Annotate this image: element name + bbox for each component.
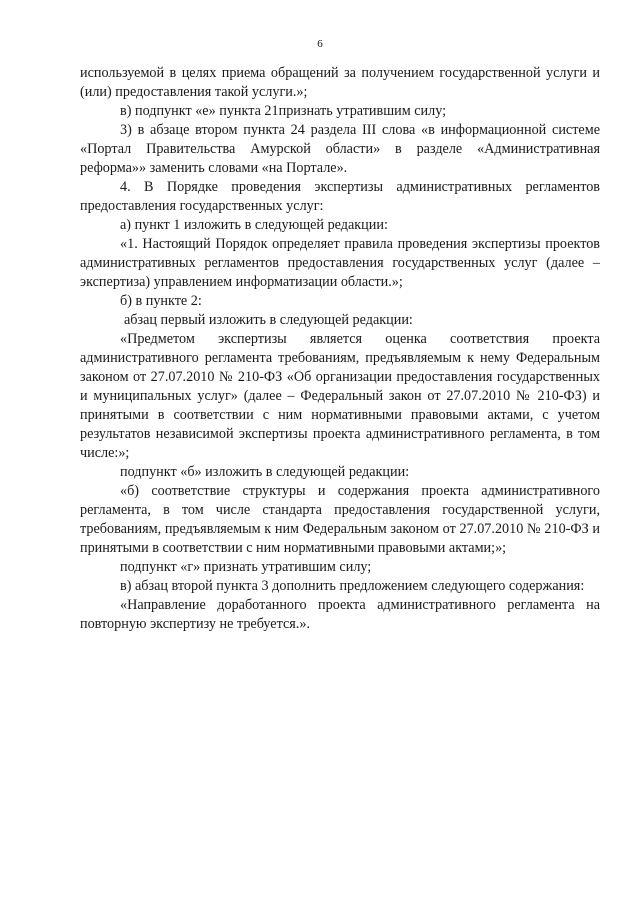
paragraph-subitem-g: подпункт «г» признать утратившим силу; (120, 559, 372, 575)
paragraph-item-3: 3) в абзаце втором пункта 24 раздела III слова «в информационной системе «Портал Правительства Амурской области» в разделе «Административная реформа»» заменить словами «на Портале». (80, 122, 600, 176)
paragraph-quote-final: «Направление доработанного проекта административного регламента на повторную экспертизу не требуется.». (80, 597, 600, 632)
paragraph-item-v: в) подпункт «е» пункта 21признать утратившим силу; (120, 103, 447, 119)
paragraph-item-v2: в) абзац второй пункта 3 дополнить предложением следующего содержания: (120, 578, 585, 594)
paragraph-abzac-first: абзац первый изложить в следующей редакции: (124, 312, 413, 328)
paragraph-item-a: а) пункт 1 изложить в следующей редакции: (120, 217, 388, 233)
paragraph-subitem-b: подпункт «б» изложить в следующей редакции: (120, 464, 410, 480)
page-number: 6 (317, 38, 323, 50)
paragraph-item-b: б) в пункте 2: (120, 293, 202, 309)
document-body (80, 64, 600, 634)
paragraph-quote-b: «б) соответствие структуры и содержания проекта административного регламента, в том числе стандарта предоставления государственной услуги, требованиям, предъявляемым к ним Федеральным законом от 27.07.2010 № 210-ФЗ и принятыми в соответствии с ним нормативными правовыми актами;»; (80, 483, 600, 556)
paragraph-item-4: 4. В Порядке проведения экспертизы административных регламентов предоставления государственных услуг: (80, 179, 600, 214)
paragraph-continuation: используемой в целях приема обращений за получением государственной услуги и (или) предоставления такой услуги.»; (80, 65, 600, 100)
paragraph-quote-1: «1. Настоящий Порядок определяет правила проведения экспертизы проектов административных регламентов предоставления государственных услуг (далее – экспертиза) управлением информатизации области.»; (80, 236, 600, 290)
paragraph-quote-subject: «Предметом экспертизы является оценка соответствия проекта административного регламента требованиям, предъявляемым к нему Федеральным законом от 27.07.2010 № 210-ФЗ «Об организации предоставления государственных и муниципальных услуг» (далее – Федеральный закон от 27.07.2010 № 210-ФЗ) и принятыми в соответствии с ним нормативными правовыми актами, с учетом результатов независимой экспертизы проекта административного регламента, в том числе:»; (80, 331, 600, 461)
